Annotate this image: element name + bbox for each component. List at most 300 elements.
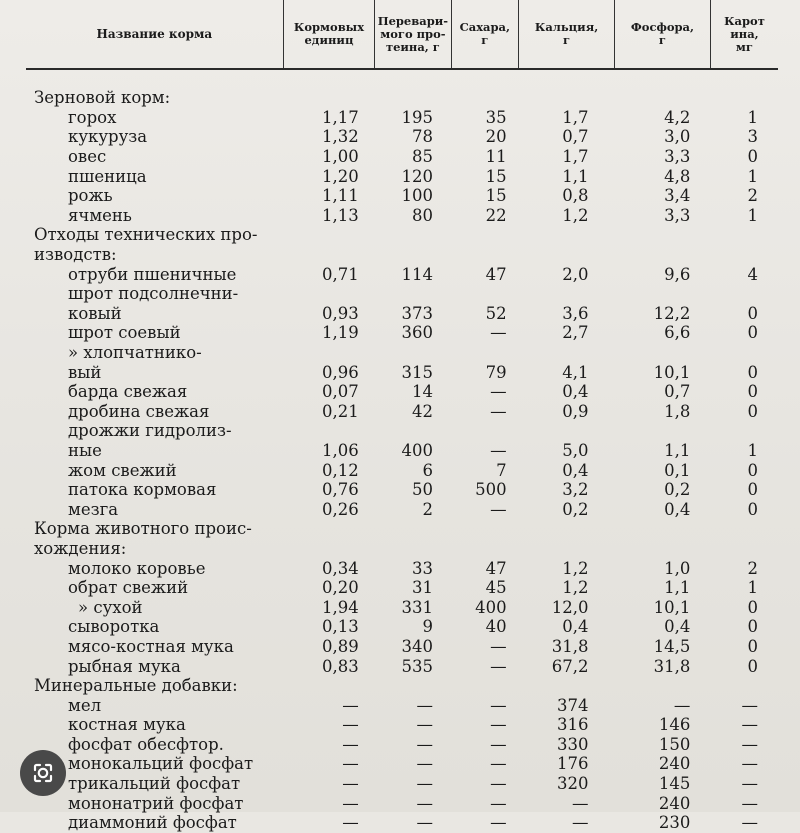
table-row [26,108,778,128]
cell-carotene [710,88,778,108]
feed-name: ячмень [68,205,132,225]
cell-sugar [451,519,519,539]
cell-protein: — [416,754,434,774]
cell-protein [375,676,451,696]
cell-phosphorus: 1,1 [664,578,691,598]
cell-calcium [519,539,615,559]
table-row [26,480,778,500]
cell-protein: 80 [412,205,434,225]
cell-protein: — [416,734,434,754]
cell-units: — [342,774,359,794]
cell-phosphorus: — [673,695,691,715]
cell-units [283,519,375,539]
cell-protein: 331 [401,597,434,617]
cell-units: — [342,695,359,715]
cell-calcium: 1,1 [562,166,589,186]
cell-phosphorus [615,343,711,363]
feed-name: костная мука [68,715,186,735]
header-carotene: Карот ина, мг [710,0,778,69]
cell-calcium: 0,7 [562,127,589,147]
header-units: Кормовых единиц [283,0,375,69]
cell-units: 0,26 [322,499,359,519]
cell-sugar: — [490,813,507,833]
cell-protein: 6 [422,460,434,480]
cell-calcium: 12,0 [551,597,589,617]
feed-name: отруби пшеничные [68,264,237,284]
table-row [26,127,778,147]
table-row [26,637,778,657]
cell-protein: — [416,774,434,794]
feed-name: горох [68,107,117,127]
cell-sugar [451,284,519,304]
cell-protein: 400 [401,440,434,460]
feed-name: вый [68,362,102,382]
feed-name: обрат свежий [68,578,189,598]
cell-phosphorus: 240 [658,793,691,813]
cell-calcium: 1,7 [562,107,589,127]
cell-sugar [451,88,519,108]
cell-carotene: — [741,813,758,833]
cell-sugar: 47 [485,264,507,284]
cell-phosphorus: 145 [658,774,691,794]
feed-name: патока кормовая [68,480,217,500]
cell-protein: — [416,695,434,715]
feed-name: жом свежий [68,460,177,480]
cell-units: — [342,754,359,774]
cell-carotene: 4 [747,264,758,284]
cell-sugar: 52 [485,303,507,323]
cell-protein: 42 [412,401,434,421]
cell-carotene: 0 [747,323,758,343]
feed-name: мезга [68,499,119,519]
cell-protein: 360 [401,323,434,343]
table-row [26,715,778,735]
cell-calcium [519,284,615,304]
cell-calcium: 31,8 [551,636,589,656]
cell-units: 1,13 [322,205,359,225]
feed-name: ные [68,440,102,460]
table-row [26,793,778,813]
feed-name: сыворотка [68,617,160,637]
cell-carotene: 2 [747,186,758,206]
cell-units: 0,83 [322,656,359,676]
table-row [26,735,778,755]
cell-units: 0,93 [322,303,359,323]
cell-sugar [451,676,519,696]
cell-protein [375,284,451,304]
cell-sugar: 15 [485,186,507,206]
cell-sugar: — [490,695,507,715]
cell-carotene: 2 [747,558,758,578]
cell-calcium: 0,8 [562,186,589,206]
cell-sugar: — [490,440,507,460]
cell-phosphorus: 0,4 [664,617,691,637]
cell-protein: 33 [412,558,434,578]
cell-calcium: 3,6 [562,303,589,323]
cell-units: 0,96 [322,362,359,382]
cell-units: 0,13 [322,617,359,637]
feed-name: дрожжи гидролиз- [68,421,232,441]
cell-carotene: 0 [747,147,758,167]
cell-carotene: 1 [747,205,758,225]
table-body [26,69,778,833]
table-row [26,343,778,363]
cell-phosphorus [615,225,711,245]
cell-phosphorus: 1,1 [664,440,691,460]
table-row [26,382,778,402]
feed-name: Отходы технических про- [34,225,258,245]
table-row [26,617,778,637]
cell-calcium [519,225,615,245]
cell-protein: 78 [412,127,434,147]
feed-name: шрот соевый [68,323,181,343]
feed-composition-table [26,0,778,833]
cell-phosphorus: 3,3 [664,147,691,167]
cell-units [283,225,375,245]
cell-calcium: 320 [557,774,589,794]
cell-phosphorus: 9,6 [664,264,691,284]
feed-name: пшеница [68,166,147,186]
cell-protein: 31 [412,578,434,598]
cell-sugar: 7 [496,460,507,480]
cell-protein: 14 [412,382,434,402]
cell-protein [375,225,451,245]
cell-units: 1,17 [322,107,359,127]
cell-calcium: 374 [557,695,589,715]
cell-units: 0,20 [322,578,359,598]
cell-units: 1,00 [322,147,359,167]
cell-calcium: 4,1 [562,362,589,382]
cell-phosphorus: 10,1 [653,362,691,382]
table-row [26,558,778,578]
cell-phosphorus: 12,2 [653,303,691,323]
cell-phosphorus: 0,1 [664,460,691,480]
cell-protein: 2 [422,499,434,519]
cell-phosphorus: 3,3 [664,205,691,225]
cell-carotene: 0 [747,617,758,637]
cell-carotene: 0 [747,362,758,382]
cell-calcium: 0,4 [562,460,589,480]
cell-carotene [710,245,778,265]
cell-carotene: — [741,734,758,754]
cell-phosphorus: 230 [658,813,691,833]
cell-carotene [710,284,778,304]
table-row [26,460,778,480]
cell-phosphorus [615,284,711,304]
cell-calcium [519,519,615,539]
cell-phosphorus: 0,4 [664,499,691,519]
table-row [26,186,778,206]
feed-name: молоко коровье [68,558,206,578]
cell-carotene: 0 [747,460,758,480]
cell-units: 1,32 [322,127,359,147]
cell-sugar: — [490,754,507,774]
feed-name: рыбная мука [68,656,181,676]
cell-phosphorus: 14,5 [653,636,691,656]
feed-name: трикальций фосфат [68,774,241,794]
cell-phosphorus: 3,4 [664,186,691,206]
cell-phosphorus [615,245,711,265]
cell-sugar [451,539,519,559]
cell-calcium: 1,7 [562,147,589,167]
cell-units: 1,06 [322,440,359,460]
cell-sugar: 79 [485,362,507,382]
header-sugar: Сахара, г [451,0,519,69]
cell-protein: 100 [401,186,434,206]
cell-sugar [451,245,519,265]
cell-phosphorus [615,539,711,559]
cell-sugar: 40 [485,617,507,637]
feed-name: мел [68,695,102,715]
cell-carotene: 1 [747,440,758,460]
cell-protein: 535 [401,656,434,676]
cell-phosphorus: 0,2 [664,480,691,500]
cell-calcium: 0,2 [562,499,589,519]
header-name: Название корма [26,0,283,69]
cell-sugar: 15 [485,166,507,186]
cell-units: 0,89 [322,636,359,656]
cell-protein [375,88,451,108]
cell-carotene [710,225,778,245]
cell-phosphorus: 4,2 [664,107,691,127]
cell-carotene: — [741,793,758,813]
feed-name: шрот подсолнечни- [68,284,239,304]
table-row [26,578,778,598]
cell-carotene: — [741,754,758,774]
cell-phosphorus: 146 [658,715,691,735]
cell-protein [375,245,451,265]
feed-name: Корма животного проис- [34,519,252,539]
cell-calcium: 67,2 [551,656,589,676]
cell-carotene: 1 [747,578,758,598]
cell-carotene: 0 [747,480,758,500]
header-calcium: Кальция, г [519,0,615,69]
cell-carotene: 0 [747,499,758,519]
cell-sugar [451,343,519,363]
table-row [26,695,778,715]
table-row [26,304,778,324]
cell-sugar: 35 [485,107,507,127]
cell-calcium [519,245,615,265]
cell-carotene: 0 [747,401,758,421]
feed-name: кукуруза [68,127,148,147]
cell-units: 0,76 [322,480,359,500]
cell-sugar: 11 [485,147,507,167]
cell-carotene: 0 [747,636,758,656]
cell-carotene [710,676,778,696]
cell-units: 0,12 [322,460,359,480]
cell-phosphorus: 1,8 [664,401,691,421]
cell-calcium: 330 [557,734,589,754]
cell-protein: — [416,813,434,833]
cell-carotene [710,343,778,363]
cell-protein [375,519,451,539]
cell-calcium: 5,0 [562,440,589,460]
cell-protein: 373 [401,303,434,323]
cell-units: — [342,813,359,833]
cell-phosphorus: 31,8 [653,656,691,676]
cell-sugar [451,225,519,245]
table-row [26,323,778,343]
feed-name: мононатрий фосфат [68,793,244,813]
cell-sugar: — [490,774,507,794]
cell-sugar: — [490,401,507,421]
cell-protein: 9 [422,617,434,637]
cell-calcium: — [572,813,589,833]
feed-name: монокальций фосфат [68,754,254,774]
cell-units [283,88,375,108]
cell-protein: 195 [401,107,434,127]
cell-protein: 85 [412,147,434,167]
feed-name: овес [68,147,107,167]
cell-calcium: 2,0 [562,264,589,284]
cell-units: 0,34 [322,558,359,578]
cell-sugar: 20 [485,127,507,147]
cell-calcium: 0,9 [562,401,589,421]
feed-name: ковый [68,303,122,323]
cell-sugar: 500 [475,480,507,500]
table-row [26,499,778,519]
cell-units: 1,20 [322,166,359,186]
cell-protein [375,343,451,363]
cell-units [283,343,375,363]
table-row [26,656,778,676]
cell-phosphorus: 240 [658,754,691,774]
cell-carotene: 3 [747,127,758,147]
cell-phosphorus: 150 [658,734,691,754]
cell-carotene: 0 [747,382,758,402]
table-row [26,597,778,617]
cell-calcium [519,676,615,696]
group-row [26,519,778,539]
cell-calcium [519,343,615,363]
cell-phosphorus: 1,0 [664,558,691,578]
cell-sugar: — [490,499,507,519]
table-row [26,754,778,774]
cell-carotene: 0 [747,303,758,323]
lens-search-icon[interactable] [20,750,66,796]
cell-phosphorus: 6,6 [664,323,691,343]
table-row [26,421,778,441]
feed-name: дробина свежая [68,401,210,421]
group-row [26,676,778,696]
cell-carotene: — [741,695,758,715]
cell-carotene: 0 [747,656,758,676]
cell-phosphorus [615,421,711,441]
cell-protein [375,421,451,441]
table-row [26,362,778,382]
feed-name: » сухой [78,597,143,617]
cell-protein: — [416,793,434,813]
cell-carotene [710,421,778,441]
table-row [26,402,778,422]
cell-carotene: — [741,774,758,794]
cell-protein [375,539,451,559]
cell-units: 1,94 [322,597,359,617]
cell-protein: — [416,715,434,735]
cell-units [283,245,375,265]
table-row [26,813,778,833]
cell-carotene: 1 [747,166,758,186]
cell-protein: 50 [412,480,434,500]
table-row [26,284,778,304]
cell-carotene: — [741,715,758,735]
cell-sugar: 47 [485,558,507,578]
cell-calcium: 176 [557,754,589,774]
cell-calcium: 3,2 [562,480,589,500]
cell-protein: 340 [401,636,434,656]
cell-sugar: — [490,636,507,656]
feed-name: хождения: [34,538,127,558]
cell-phosphorus [615,88,711,108]
cell-sugar: — [490,323,507,343]
cell-sugar [451,421,519,441]
feed-name: мясо-костная мука [68,636,234,656]
cell-calcium: 1,2 [562,558,589,578]
cell-protein: 120 [401,166,434,186]
cell-phosphorus [615,519,711,539]
feed-name: » хлопчатнико- [68,343,202,363]
table-row [26,539,778,559]
cell-carotene: 0 [747,597,758,617]
feed-name: фосфат обесфтор. [68,734,224,754]
cell-units: 0,07 [322,382,359,402]
cell-units: — [342,793,359,813]
table-row [26,264,778,284]
cell-units [283,676,375,696]
cell-phosphorus: 10,1 [653,597,691,617]
table-row [26,147,778,167]
cell-phosphorus [615,676,711,696]
cell-units [283,421,375,441]
cell-sugar: — [490,734,507,754]
cell-units [283,539,375,559]
table-row [26,206,778,226]
cell-units: 0,71 [322,264,359,284]
cell-calcium: 2,7 [562,323,589,343]
header-phosphorus: Фосфора, г [615,0,711,69]
cell-calcium [519,421,615,441]
cell-protein: 315 [401,362,434,382]
feed-name: Зерновой корм: [34,88,171,108]
cell-calcium: 1,2 [562,205,589,225]
cell-phosphorus: 4,8 [664,166,691,186]
cell-calcium: 316 [557,715,589,735]
cell-units [283,284,375,304]
spacer-row [26,69,778,88]
cell-protein: 114 [401,264,434,284]
cell-units: 0,21 [322,401,359,421]
cell-units: 1,19 [322,323,359,343]
table-row [26,774,778,794]
cell-sugar: 45 [485,578,507,598]
cell-calcium: 0,4 [562,382,589,402]
feed-name: диаммоний фосфат [68,813,237,833]
table-row [26,166,778,186]
cell-carotene [710,519,778,539]
feed-name: барда свежая [68,382,188,402]
cell-phosphorus: 0,7 [664,382,691,402]
cell-calcium: 0,4 [562,617,589,637]
cell-phosphorus: 3,0 [664,127,691,147]
cell-calcium: — [572,793,589,813]
cell-sugar: — [490,656,507,676]
cell-calcium [519,88,615,108]
cell-calcium: 1,2 [562,578,589,598]
feed-name: изводств: [34,245,117,265]
cell-units: 1,11 [322,186,359,206]
group-row [26,88,778,108]
